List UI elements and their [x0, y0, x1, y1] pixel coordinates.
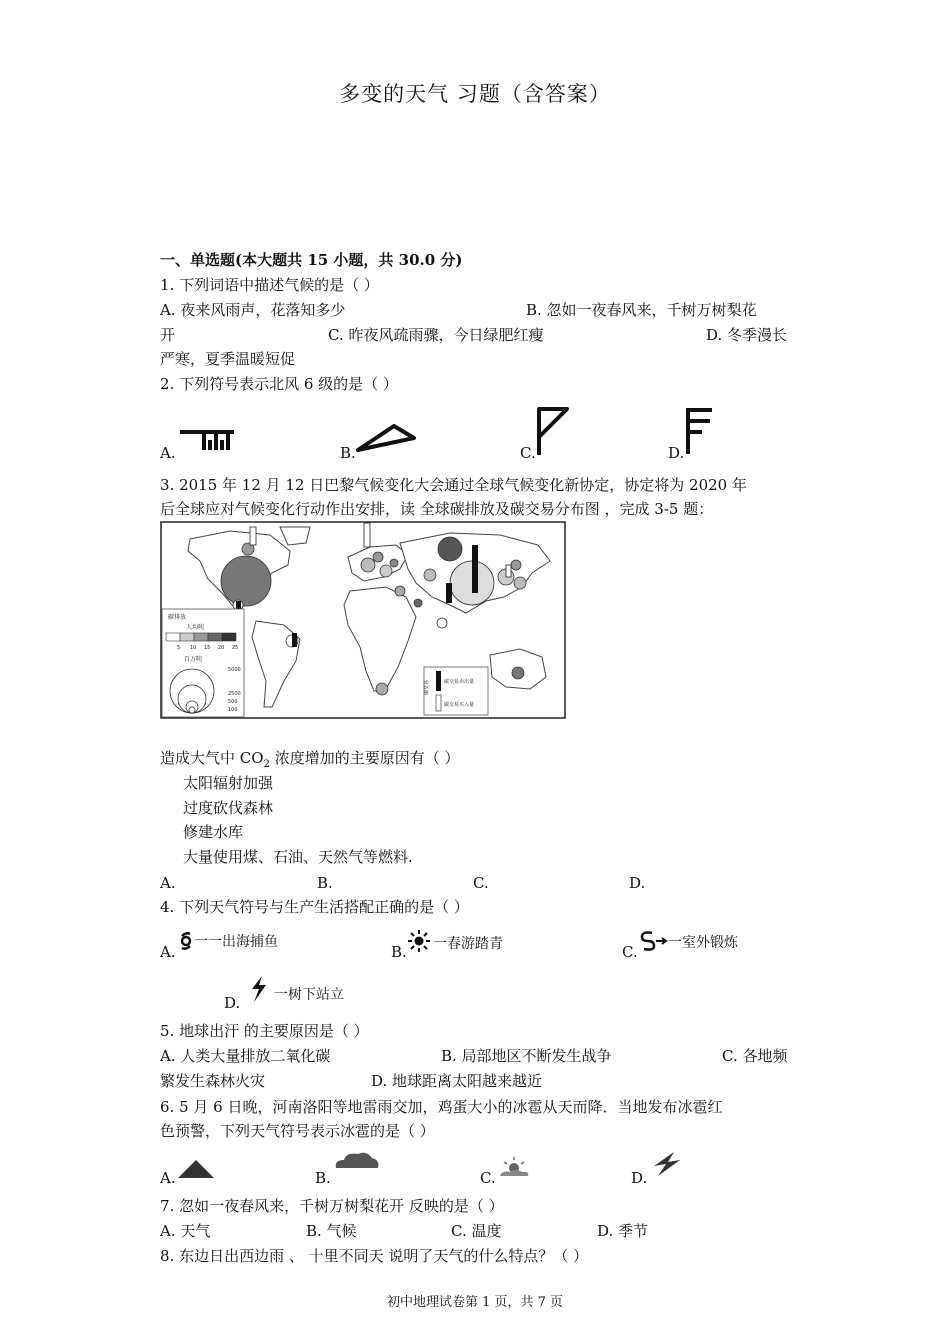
q3-option-a: A. — [160, 874, 176, 892]
q1-option-a: A. 夜来风雨声，花落知多少 — [160, 301, 346, 319]
map-legend-sub: 人均吨 — [186, 624, 205, 631]
size-legend-100: 100 — [228, 707, 238, 713]
q1-stem: 1. 下列词语中描述气候的是（ ） — [160, 276, 379, 294]
q1-option-d-cont: 严寒，夏季温暖短促 — [160, 350, 296, 368]
q1-option-d: D. 冬季漫长 — [706, 326, 788, 344]
map-legend-title: 碳排放 — [168, 614, 187, 621]
wind-symbol-d-icon — [682, 404, 716, 456]
q5-stem: 5. 地球出汗 的主要原因是（ ） — [160, 1022, 369, 1040]
q4-option-d-text: 一树下站立 — [274, 987, 344, 1003]
typhoon-icon — [178, 932, 194, 950]
thunderstorm-icon — [648, 1150, 684, 1178]
q4-stem: 4. 下列天气符号与生产生活搭配正确的是（ ） — [160, 898, 469, 916]
legend-tick-10: 10 — [190, 645, 197, 651]
q1-option-b-cont: 开 — [160, 326, 176, 344]
sandstorm-icon — [638, 929, 668, 953]
legend-tick-20: 20 — [218, 645, 225, 651]
q8-stem: 8. 东边日出西边雨 、 十里不同天 说明了天气的什么特点？（ ） — [160, 1247, 589, 1265]
q3-option-c: C. — [473, 874, 489, 892]
q7-option-a: A. 天气 — [160, 1222, 211, 1240]
lightning-icon — [248, 975, 270, 1003]
section-header: 一、单选题(本大题共 15 小题，共 30.0 分) — [160, 251, 463, 269]
q3-item-4: 大量使用煤、石油、天然气等燃料. — [183, 848, 413, 866]
q6-option-c: C. — [480, 1169, 496, 1187]
trade-legend-title: 碳交易 — [424, 679, 430, 695]
q7-option-d: D. 季节 — [597, 1222, 649, 1240]
q6-option-d: D. — [631, 1169, 648, 1187]
q4-option-b-text: 一春游踏青 — [433, 936, 503, 952]
size-legend-5000: 5000 — [228, 667, 241, 673]
q3-stem-line1: 3. 2015 年 12 月 12 日巴黎气候变化大会通过全球气候变化新协定，协定将为 2020 年 — [160, 476, 747, 494]
q5-option-d: D. 地球距离太阳越来越近 — [371, 1072, 543, 1090]
trade-legend-sell: 碳交易卖出量 — [444, 679, 475, 685]
q5-option-b: B. 局部地区不断发生战争 — [441, 1047, 612, 1065]
q6-option-a: A. — [160, 1169, 176, 1187]
q1-option-b: B. 忽如一夜春风来，千树万树梨花 — [526, 301, 757, 319]
q7-option-b: B. 气候 — [306, 1222, 357, 1240]
page-title: 多变的天气 习题（含答案） — [339, 82, 611, 106]
q5-option-c-cont: 繁发生森林火灾 — [160, 1072, 266, 1090]
q4-option-c-text: 一室外锻炼 — [668, 935, 738, 951]
size-legend-500: 500 — [228, 699, 238, 705]
size-legend-title: 百万吨 — [184, 656, 203, 663]
q2-option-a: A. — [160, 444, 176, 462]
q3-item-1: 太阳辐射加强 — [183, 774, 274, 792]
legend-tick-25: 25 — [232, 645, 239, 651]
q7-stem: 7. 忽如一夜春风来，千树万树梨花开 反映的是（ ） — [160, 1197, 504, 1215]
q3-stem-line2: 后全球应对气候变化行动作出安排，读 全球碳排放及碳交易分布图 ，完成 3-5 题： — [160, 500, 714, 518]
page-footer: 初中地理试卷第 1 页，共 7 页 — [386, 1295, 564, 1310]
q4-option-a-text: 一一出海捕鱼 — [194, 934, 278, 950]
q6-stem-line2: 色预警，下列天气符号表示冰雹的是（ ） — [160, 1122, 435, 1140]
q2-stem: 2. 下列符号表示北风 6 级的是（ ） — [160, 375, 398, 393]
partly-cloudy-icon — [496, 1156, 532, 1178]
wind-symbol-b-icon — [356, 420, 418, 456]
trade-legend-buy: 碳交易买入量 — [444, 702, 475, 708]
overcast-cloud-icon — [332, 1150, 382, 1174]
q4-option-c: C. — [622, 943, 638, 961]
q2-option-d: D. — [668, 444, 685, 462]
q6-stem-line1: 6. 5 月 6 日晚，河南洛阳等地雷雨交加，鸡蛋大小的冰雹从天而降．当地发布冰雹红 — [160, 1098, 723, 1116]
size-legend-2500: 2500 — [228, 691, 241, 697]
q4-option-a: A. — [160, 943, 176, 961]
q3-item-3: 修建水库 — [183, 823, 244, 841]
q2-option-c: C. — [520, 444, 536, 462]
q4-option-d: D. — [224, 994, 241, 1012]
q3-option-b: B. — [317, 874, 333, 892]
wind-symbol-a-icon — [178, 426, 238, 454]
wind-symbol-c-icon — [535, 405, 571, 457]
legend-tick-5: 5 — [177, 645, 181, 651]
sunny-icon — [406, 929, 432, 953]
q5-option-a: A. 人类大量排放二氧化碳 — [160, 1047, 331, 1065]
q4-option-b: B. — [391, 943, 407, 961]
q6-option-b: B. — [315, 1169, 331, 1187]
carbon-emission-map — [160, 521, 566, 719]
legend-tick-15: 15 — [204, 645, 211, 651]
q3-subquestion: 造成大气中 $CO_2$ 浓度增加的主要原因有（ ） — [160, 749, 460, 770]
q5-option-c: C. 各地频 — [722, 1047, 788, 1065]
q1-option-c: C. 昨夜风疏雨骤，今日绿肥红瘦 — [328, 326, 544, 344]
q7-option-c: C. 温度 — [451, 1222, 502, 1240]
q3-item-2: 过度砍伐森林 — [183, 799, 274, 817]
q2-option-b: B. — [340, 444, 356, 462]
q3-option-d: D. — [629, 874, 646, 892]
hail-triangle-icon — [176, 1158, 216, 1180]
